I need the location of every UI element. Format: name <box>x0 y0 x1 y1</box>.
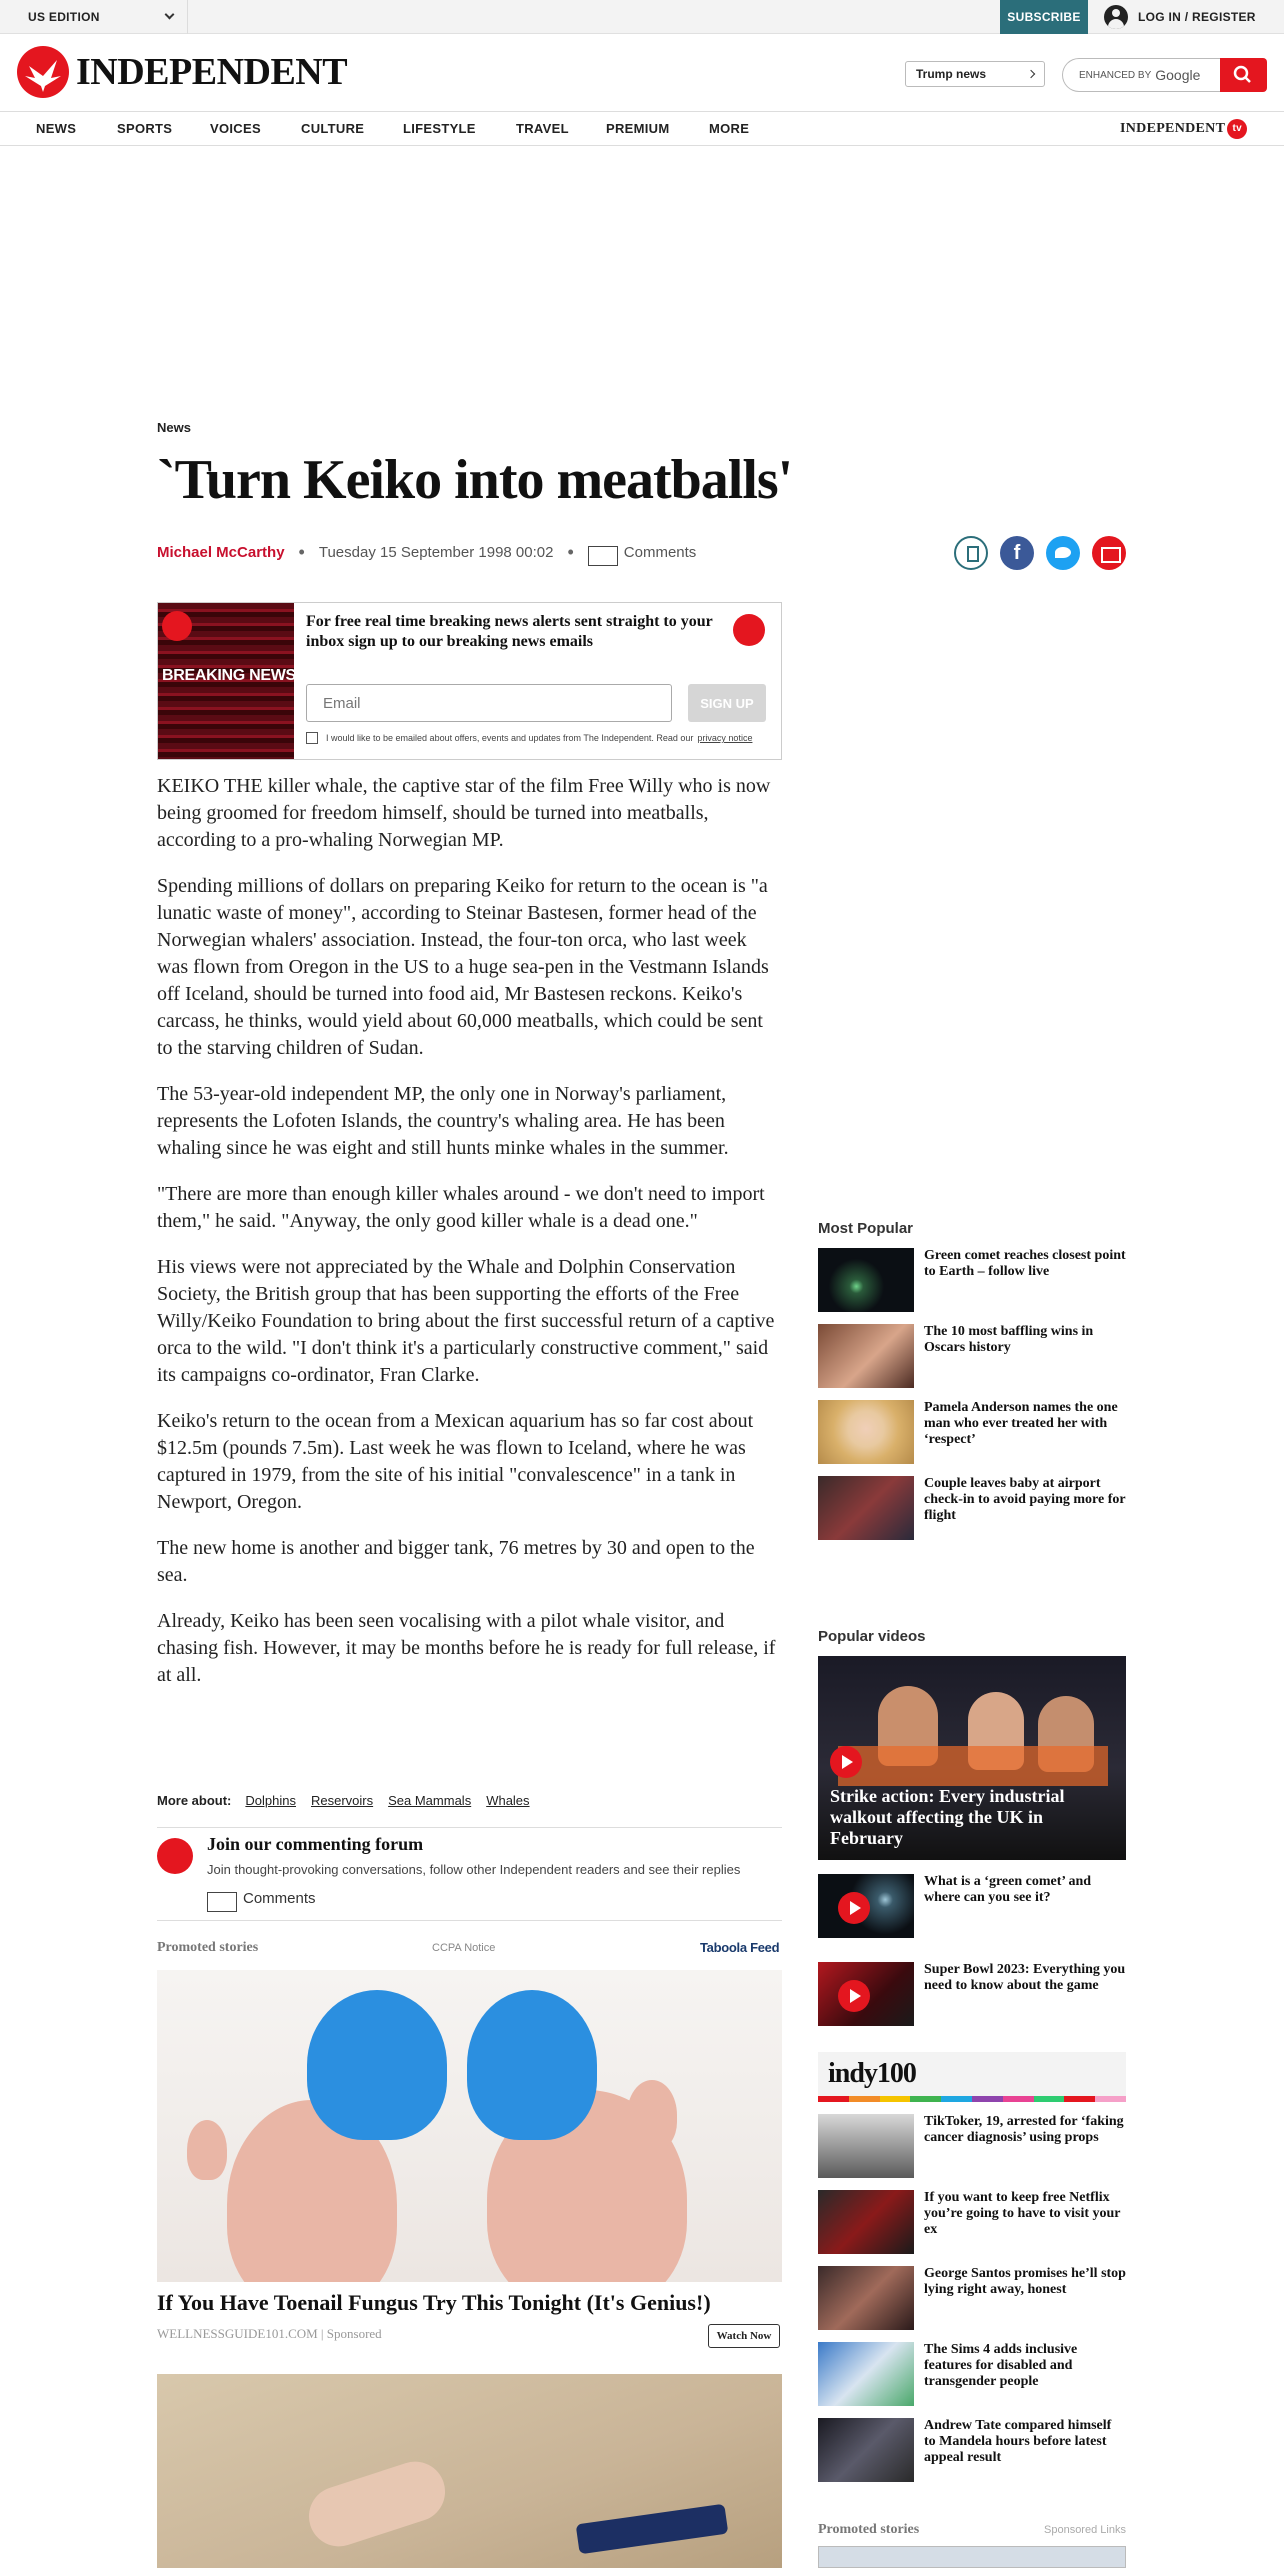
promoted-story-source: WELLNESSGUIDE101.COM | Sponsored <box>157 2326 382 2341</box>
bookmark-icon[interactable] <box>954 536 988 570</box>
small-toe <box>187 2120 227 2180</box>
breaking-news-image-text: BREAKING NEWS <box>162 667 296 684</box>
newsletter-consent <box>306 732 752 744</box>
article-headline: `Turn Keiko into meatballs' <box>157 449 793 511</box>
color-stripes <box>818 2096 1126 2102</box>
most-popular-item[interactable] <box>818 1400 1126 1464</box>
video-item[interactable] <box>818 1874 1126 1938</box>
watch-now-button[interactable]: Watch Now <box>708 2324 780 2348</box>
login-button[interactable] <box>1104 0 1274 34</box>
forum-title: Join our commenting forum <box>207 1834 424 1854</box>
publish-date: Tuesday 15 September 1998 00:02 <box>318 543 554 561</box>
body-paragraph: Already, Keiko has been seen vocalising with a pilot whale visitor, and chasing fish. However, it may be months before he is ready for full release, if at all. <box>157 1610 776 1686</box>
newsletter-description: For free real time breaking news alerts sent straight to your inbox sign up to our breaking news emails <box>306 613 713 650</box>
privacy-notice-link[interactable]: privacy notice <box>697 733 753 743</box>
chevron-right-icon <box>1027 70 1035 78</box>
byline <box>157 540 696 564</box>
most-popular-title: Couple leaves baby at airport check-in to avoid paying more for flight <box>924 1476 1126 1523</box>
login-label: LOG IN / REGISTER <box>1138 10 1256 24</box>
body-paragraph: KEIKO THE killer whale, the captive star of the film Free Willy who is now being groomed for freedom himself, should be turned into meatballs, according to a pro-whaling Norwegian MP. <box>157 775 771 851</box>
play-icon <box>838 1892 870 1924</box>
divider <box>157 1827 782 1828</box>
tv-badge: tv <box>1227 119 1247 139</box>
hand-shape <box>301 2454 453 2554</box>
ccpa-notice-link[interactable]: CCPA Notice <box>432 1942 496 1954</box>
thumbnail <box>818 2190 914 2254</box>
featured-video[interactable] <box>818 1656 1126 1860</box>
trending-topic-label: Trump news <box>916 67 987 81</box>
video-title: What is a ‘green comet’ and where can you see it? <box>924 1874 1092 1905</box>
play-icon[interactable] <box>830 1746 862 1778</box>
independent-tv-link[interactable] <box>1120 116 1247 142</box>
most-popular-title: Green comet reaches closest point to Earth – follow live <box>924 1248 1126 1279</box>
eagle-logo-icon <box>733 614 765 646</box>
sidebar-promoted-label: Promoted stories <box>818 2522 920 2537</box>
most-popular-heading: Most Popular <box>818 1220 914 1237</box>
indy100-item[interactable] <box>818 2418 1126 2482</box>
thumbnail <box>818 2114 914 2178</box>
bandaged-toe-right <box>467 1990 597 2140</box>
body-paragraph: His views were not appreciated by the Whale and Dolphin Conservation Society, the British group that has been supporting the efforts of the Free Willy/Keiko Foundation to bring about the first successful return of a captive orca to the wild. "I don't think it's a particularly constructive comment," said its campaigns co-ordinator, Fran Clarke. <box>157 1256 775 1386</box>
body-paragraph: "There are more than enough killer whales around - we don't need to import them," he said. "Anyway, the only good killer whale is a dead one." <box>157 1183 765 1232</box>
thumbnail <box>818 1962 914 2026</box>
indy100-title: George Santos promises he’ll stop lying right away, honest <box>924 2266 1126 2297</box>
tool-shape <box>576 2504 729 2555</box>
tv-logo-text: INDEPENDENT <box>1120 121 1226 136</box>
forum-subtitle: Join thought-provoking conversations, follow other Independent readers and see their replies <box>207 1862 741 1877</box>
sidebar-promoted-image[interactable] <box>818 2546 1126 2568</box>
eagle-logo-icon <box>162 611 192 641</box>
nav-item-sports[interactable]: SPORTS <box>117 121 173 136</box>
chevron-down-icon <box>165 10 175 20</box>
topic-tags <box>157 1793 545 1808</box>
separator-dot: • <box>298 541 305 562</box>
eagle-logo-icon <box>157 1838 193 1874</box>
tag-link[interactable]: Reservoirs <box>310 1793 374 1808</box>
body-paragraph: Keiko's return to the ocean from a Mexican aquarium has so far cost about $12.5m (pounds 7.5m). Last week he was flown to Iceland, where he was captured in 1979, from the site of his initial "convalescence" in a tank in Newport, Oregon. <box>157 1410 754 1513</box>
promoted-story-image[interactable] <box>157 1970 782 2282</box>
indy100-title: TikToker, 19, arrested for ‘faking cancer diagnosis’ using props <box>924 2114 1124 2145</box>
promoted-story-title[interactable]: If You Have Toenail Fungus Try This Tonight (It's Genius!) <box>157 2290 711 2315</box>
consent-checkbox[interactable] <box>306 732 318 744</box>
body-paragraph: Spending millions of dollars on preparing Keiko for return to the ocean is "a lunatic waste of money", according to Steinar Bastesen, former head of the Norwegian whalers' association. Instead, the four-ton orca, who last week was flown from Oregon in the US to a huge sea-pen in the Vestmann Islands off Iceland, should be turned into food aid, Mr Bastesen reckons. Keiko's carcass, he thinks, would yield about 60,000 meatballs, which could be sent to the starving children of Sudan. <box>157 875 769 1059</box>
tag-link[interactable]: Dolphins <box>245 1793 296 1808</box>
user-icon <box>1104 5 1128 29</box>
play-icon <box>838 1980 870 2012</box>
small-toe <box>627 2080 677 2150</box>
twitter-share-icon[interactable] <box>1046 536 1080 570</box>
indy100-title: If you want to keep free Netflix you’re going to have to visit your ex <box>924 2190 1121 2237</box>
sponsored-links-label[interactable]: Sponsored Links <box>1044 2524 1126 2536</box>
body-paragraph: The 53-year-old independent MP, the only one in Norway's parliament, represents the Lofoten Islands, the country's whaling area. He has been whaling since he was eight and still hunts minke whales in the summer. <box>157 1083 729 1159</box>
breaking-news-image <box>158 603 294 759</box>
indy100-item[interactable] <box>818 2266 1126 2330</box>
search-button[interactable] <box>1220 58 1267 92</box>
nav-item-news[interactable]: NEWS <box>36 121 77 136</box>
search-brand: Google <box>1155 67 1201 83</box>
trending-topic-button[interactable] <box>905 61 1045 87</box>
most-popular-title: Pamela Anderson names the one man who ever treated her with ‘respect’ <box>924 1400 1118 1447</box>
thumbnail <box>818 1400 914 1464</box>
eagle-logo-icon[interactable] <box>17 46 69 98</box>
divider <box>157 1920 782 1921</box>
indy100-title: Andrew Tate compared himself to Mandela hours before latest appeal result <box>924 2418 1112 2465</box>
more-about-label: More about: <box>157 1793 232 1808</box>
search-prefix: ENHANCED BY <box>1079 69 1152 81</box>
newsletter-email-input[interactable]: Email <box>306 684 672 722</box>
article-body <box>157 773 782 1708</box>
thumbnail <box>818 1248 914 1312</box>
nav-item-more[interactable]: MORE <box>709 121 750 136</box>
tag-link[interactable]: Sea Mammals <box>388 1793 472 1808</box>
subscribe-button[interactable]: SUBSCRIBE <box>1000 0 1088 34</box>
facebook-share-icon[interactable]: f <box>1000 536 1034 570</box>
search-icon <box>1220 58 1267 92</box>
thumbnail <box>818 1324 914 1388</box>
tag-link[interactable]: Whales <box>486 1793 530 1808</box>
nav-item-lifestyle[interactable]: LIFESTYLE <box>403 121 476 136</box>
thumbnail <box>818 1476 914 1540</box>
promoted-stories-label: Promoted stories <box>157 1940 259 1955</box>
nav-item-culture[interactable]: CULTURE <box>301 121 365 136</box>
most-popular-item[interactable] <box>818 1324 1126 1388</box>
section-label[interactable]: News <box>157 420 191 435</box>
thumbnail <box>818 1874 914 1938</box>
promoted-story-image[interactable] <box>157 2374 782 2568</box>
nav-item-premium[interactable]: PREMIUM <box>606 121 670 136</box>
indy100-title: The Sims 4 adds inclusive features for disabled and transgender people <box>924 2342 1078 2389</box>
most-popular-title: The 10 most baffling wins in Oscars history <box>924 1324 1094 1355</box>
thumbnail <box>818 2342 914 2406</box>
vest-shape <box>838 1746 1108 1786</box>
popular-videos-heading: Popular videos <box>818 1628 926 1645</box>
newsletter-signup-button[interactable]: SIGN UP <box>688 684 766 722</box>
comment-icon <box>207 1892 237 1912</box>
most-popular-item[interactable] <box>818 1476 1126 1540</box>
edition-selector[interactable] <box>0 0 188 34</box>
forum-comments-label: Comments <box>243 1889 316 1907</box>
edition-label: US EDITION <box>28 10 100 24</box>
taboola-feed-logo[interactable]: Taboola Feed <box>700 1940 780 1955</box>
indy100-item[interactable] <box>818 2114 1126 2178</box>
nav-item-travel[interactable]: TRAVEL <box>516 121 569 136</box>
forum-comments-link[interactable] <box>207 1888 316 1908</box>
indy100-item[interactable] <box>818 2342 1126 2406</box>
comment-icon[interactable] <box>588 546 618 566</box>
nav-item-voices[interactable]: VOICES <box>210 121 261 136</box>
email-share-icon[interactable] <box>1092 536 1126 570</box>
most-popular-item[interactable] <box>818 1248 1126 1312</box>
consent-text: I would like to be emailed about offers, events and updates from The Independent. Read our <box>326 733 694 743</box>
video-title: Super Bowl 2023: Everything you need to know about the game <box>924 1962 1126 1993</box>
bandaged-toe-left <box>307 1990 447 2140</box>
indy100-item[interactable] <box>818 2190 1126 2254</box>
utility-bar <box>0 0 1284 34</box>
site-logo[interactable]: INDEPENDENT <box>76 51 348 93</box>
video-item[interactable] <box>818 1962 1126 2026</box>
thumbnail <box>818 2266 914 2330</box>
comments-link[interactable]: Comments <box>623 543 697 561</box>
featured-video-title: Strike action: Every industrial walkout affecting the UK in February <box>830 1786 1065 1848</box>
indy100-logo: indy100 <box>828 2058 916 2089</box>
separator-dot: • <box>567 541 574 562</box>
body-paragraph: The new home is another and bigger tank, 76 metres by 30 and open to the sea. <box>157 1537 755 1586</box>
author-link[interactable]: Michael McCarthy <box>157 543 285 561</box>
indy100-header[interactable] <box>818 2052 1126 2102</box>
thumbnail <box>818 2418 914 2482</box>
search-input[interactable] <box>1062 58 1222 92</box>
